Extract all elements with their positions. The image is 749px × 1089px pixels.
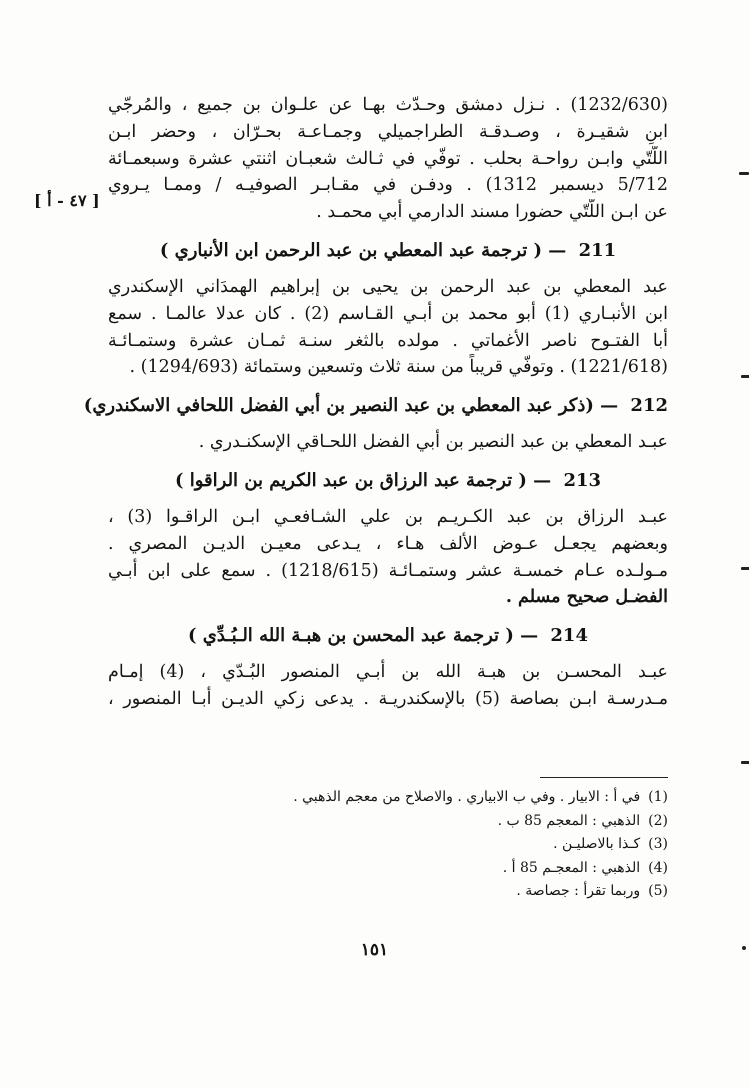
text-line: عبـد الرزاق بن عبد الكـريـم بن علي الشـافعـي ابـن الراقـوا (3) ، [108, 506, 668, 527]
text-line: عبـد المحسـن بن هبـة الله بن أبـي المنصور البُـدّي ، (4) إمـام [108, 662, 668, 683]
text-line: اللّتّي وابـن رواحـة بحلب . توفّي في ثـالث شعبـان اثنتي عشرة وسبعمـائة [108, 148, 668, 169]
footnote-separator [540, 777, 668, 778]
entry-number: 213 [563, 469, 602, 491]
entry-paragraph [108, 429, 668, 456]
text-line: مـولـده عـام خمسـة عشر وستمـائـة (1218/615) . سمع على ابن أبـي [108, 560, 668, 581]
entry-paragraph [108, 659, 668, 713]
entry-title: — ( ترجمة عبد المعطي بن عبد الرحمن ابن الأنباري ) [159, 239, 567, 261]
footnote [108, 810, 668, 834]
scan-edge-mark [742, 946, 746, 950]
entry-heading [108, 238, 668, 264]
entry-heading [83, 393, 668, 419]
scan-edge-mark [741, 375, 749, 378]
margin-folio-note: [ ٤٧ - أ ] [34, 191, 100, 210]
footnote-text: كـذا بالاصليـن . [553, 836, 641, 852]
text-line: 5/712 ديسمبر 1312) . ودفـن في مقـابـر الصوفيـه / وممـا يـروي [108, 175, 668, 196]
footnote-number: (1) [648, 789, 668, 805]
entry-number: 214 [550, 625, 588, 647]
text-line: (1232/630) . نـزل دمشق وحـدّث بهـا عن علـوان بن جميع ، والمُرجّي [108, 95, 668, 115]
entry-paragraph [108, 274, 668, 381]
text-line: الفضـل صحيح مسلم . [505, 587, 668, 608]
text-line: ابن الأنبـاري (1) أبو محمد بن أبـي القـاسم (2) . كان عدلا عالمـا . سمع [108, 303, 668, 324]
footnote-text: في أ : الابيار . وفي ب الابياري . والاصلاح من معجم الذهبي . [293, 789, 641, 805]
footnote-number: (2) [648, 812, 668, 829]
intro-paragraph [108, 92, 668, 226]
scan-edge-mark [741, 567, 749, 570]
footnote-text: الذهبي : المعجـم 85 أ . [502, 859, 641, 876]
entry-heading [108, 623, 668, 649]
footnote-text: الذهبي : المعجم 85 ب . [497, 812, 641, 829]
entry-number: 212 [630, 395, 668, 417]
text-line: ابنِ شقيـرة ، وصـدقـة الطراجميلي وجمـاعـة بحـرّان ، وحضر ابـن [108, 121, 668, 142]
footnote-number: (3) [648, 836, 668, 852]
entry-heading [108, 468, 668, 494]
footnote [108, 857, 668, 881]
footnote [108, 880, 668, 904]
page-number: ١٥١ [360, 940, 389, 960]
footnote-text: وربما تقرأ : جصاصة . [516, 883, 641, 899]
entry-title: — ( ترجمة عبد المحسن بن هبـة الله الـبُـدِّي ) [188, 625, 539, 647]
main-text [83, 92, 668, 713]
footnote [108, 833, 668, 857]
text-line: (1221/618) . وتوفّي قريباً من سنة ثلاث وتسعين وستمائة (1294/693) . [129, 357, 668, 378]
entry-number: 211 [578, 239, 617, 261]
entry-title: — (ذكر عبد المعطي بن عبد النصير بن أبي الفضل اللحافي الاسكندري) [83, 395, 619, 417]
text-line: عن ابـن اللّتّي حضورا مسند الدارمي أبي محمـد . [316, 202, 668, 223]
scan-edge-mark [739, 172, 749, 175]
text-line: وبعضهم يجعـل عـوض الألف هـاء ، يـدعى معيـن الديـن المصري . [108, 533, 668, 554]
text-line: أبا الفتـوح ناصر الأغماتي . مولده بالثغر سنـة ثمـان عشرة وستمـائـة [108, 330, 668, 351]
footnotes [108, 786, 668, 904]
scan-edge-mark [741, 761, 749, 764]
footnote-number: (5) [648, 883, 668, 899]
text-line: عبـد المعطي بن عبد النصير بن أبي الفضل اللحـاقي الإسكنـدري . [198, 432, 668, 453]
entry-title: — ( ترجمة عبد الرزاق بن عبد الكريم بن الراقوا ) [174, 469, 552, 491]
footnote-number: (4) [648, 859, 668, 876]
text-line: مـدرسـة ابـن بصاصة (5) بالإسكندريـة . يدعى زكي الديـن أبـا المنصور ، [108, 688, 668, 709]
footnote [108, 786, 668, 810]
text-line: عبد المعطي بن عبد الرحمن بن يحيى بن إبراهيم الهمدَاني الإسكندري [108, 276, 668, 297]
entry-paragraph [108, 504, 668, 611]
